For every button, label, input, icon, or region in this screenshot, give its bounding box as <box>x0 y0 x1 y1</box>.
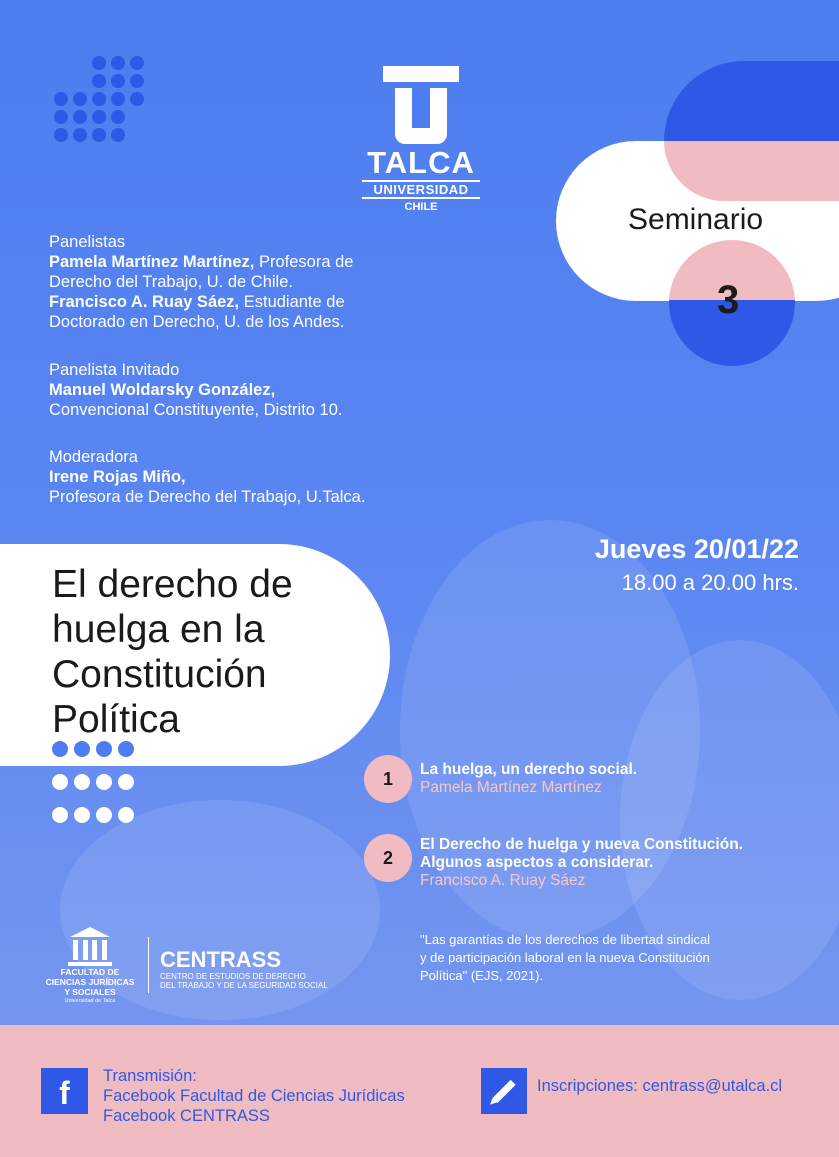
guest-heading: Panelista Invitado <box>49 361 180 379</box>
faculty-line: CIENCIAS JURÍDICAS <box>45 977 135 987</box>
title-line: huelga en la <box>52 608 265 651</box>
event-date <box>595 532 799 598</box>
event-day: Jueves 20/01/22 <box>594 534 799 564</box>
panelist-role: Doctorado en Derecho, U. de los Andes. <box>49 313 345 331</box>
transmission-heading: Transmisión: <box>103 1067 197 1085</box>
university-emblem-icon <box>383 66 459 144</box>
centrass-logo <box>160 948 328 990</box>
registration-link[interactable]: Inscripciones: centrass@utalca.cl <box>537 1077 783 1095</box>
logo-country: CHILE <box>404 201 438 213</box>
topic-item <box>364 755 637 803</box>
faculty-university: Universidad de Talca <box>64 998 116 1004</box>
topic-item <box>364 834 743 890</box>
seminar-number: 3 <box>717 278 740 322</box>
faculty-line: Y SOCIALES <box>64 987 116 997</box>
topic-title: Algunos aspectos a considerar. <box>420 854 654 871</box>
centrass-name: CENTRASS <box>160 947 282 972</box>
faculty-logo <box>40 927 140 1005</box>
centrass-sub: DEL TRABAJO Y DE LA SEGURIDAD SOCIAL <box>160 981 328 990</box>
seminar-title <box>52 562 293 742</box>
panelist-item <box>49 252 353 272</box>
topic-author: Pamela Martínez Martínez <box>420 779 602 796</box>
panelist-name: Francisco A. Ruay Sáez, <box>49 293 240 311</box>
panelist-role: Derecho del Trabajo, U. de Chile. <box>49 273 293 291</box>
moderator-section <box>49 447 365 507</box>
quote-line: y de participación laboral en la nueva Constitución <box>420 950 710 965</box>
moderator-role: Profesora de Derecho del Trabajo, U.Talca. <box>49 488 366 506</box>
panelist-item <box>49 292 353 312</box>
university-logo <box>362 66 480 213</box>
decorative-dots-top <box>54 56 144 142</box>
pencil-icon <box>481 1068 527 1114</box>
title-line: Constitución <box>52 653 267 696</box>
transmission-link[interactable]: Facebook CENTRASS <box>103 1107 270 1125</box>
panelists-section <box>49 232 353 332</box>
logo-divider <box>148 937 149 993</box>
event-time: 18.00 a 20.00 hrs. <box>621 570 799 595</box>
topic-title: La huelga, un derecho social. <box>420 761 638 778</box>
topic-title: El Derecho de huelga y nueva Constitución. <box>420 836 743 853</box>
guest-section <box>49 360 343 420</box>
topic-number: 1 <box>364 755 412 803</box>
transmission-link[interactable]: Facebook Facultad de Ciencias Jurídicas <box>103 1087 405 1105</box>
decorative-dots-mid <box>52 741 134 823</box>
guest-name: Manuel Woldarsky González, <box>49 381 276 399</box>
logo-name: TALCA <box>367 145 475 180</box>
faculty-line: FACULTAD DE <box>60 967 120 977</box>
seminar-shape-blue <box>664 61 839 141</box>
moderator-name: Irene Rojas Miño, <box>49 468 186 486</box>
faculty-building-icon <box>68 927 112 967</box>
panelist-name: Pamela Martínez Martínez, <box>49 253 255 271</box>
topic-author: Francisco A. Ruay Sáez <box>420 872 586 889</box>
centrass-sub: CENTRO DE ESTUDIOS DE DERECHO <box>160 972 306 981</box>
logo-sub: UNIVERSIDAD <box>362 180 480 199</box>
guest-role: Convencional Constituyente, Distrito 10. <box>49 401 343 419</box>
topic-body <box>420 836 743 890</box>
seminar-label: Seminario <box>628 203 764 236</box>
moderator-heading: Moderadora <box>49 448 138 466</box>
facebook-icon[interactable]: f <box>41 1068 88 1114</box>
title-line: El derecho de <box>52 563 293 606</box>
quote-line: "Las garantías de los derechos de libertad sindical <box>420 932 711 947</box>
panelists-heading: Panelistas <box>49 233 126 251</box>
title-line: Política <box>52 698 180 741</box>
reference-quote <box>420 931 820 985</box>
quote-line: Política" (EJS, 2021). <box>420 968 544 983</box>
panelist-role: Estudiante de <box>239 293 345 311</box>
topic-body <box>420 761 637 797</box>
panelist-role: Profesora de <box>254 253 354 271</box>
topic-number: 2 <box>364 834 412 882</box>
transmission-info <box>103 1066 405 1126</box>
